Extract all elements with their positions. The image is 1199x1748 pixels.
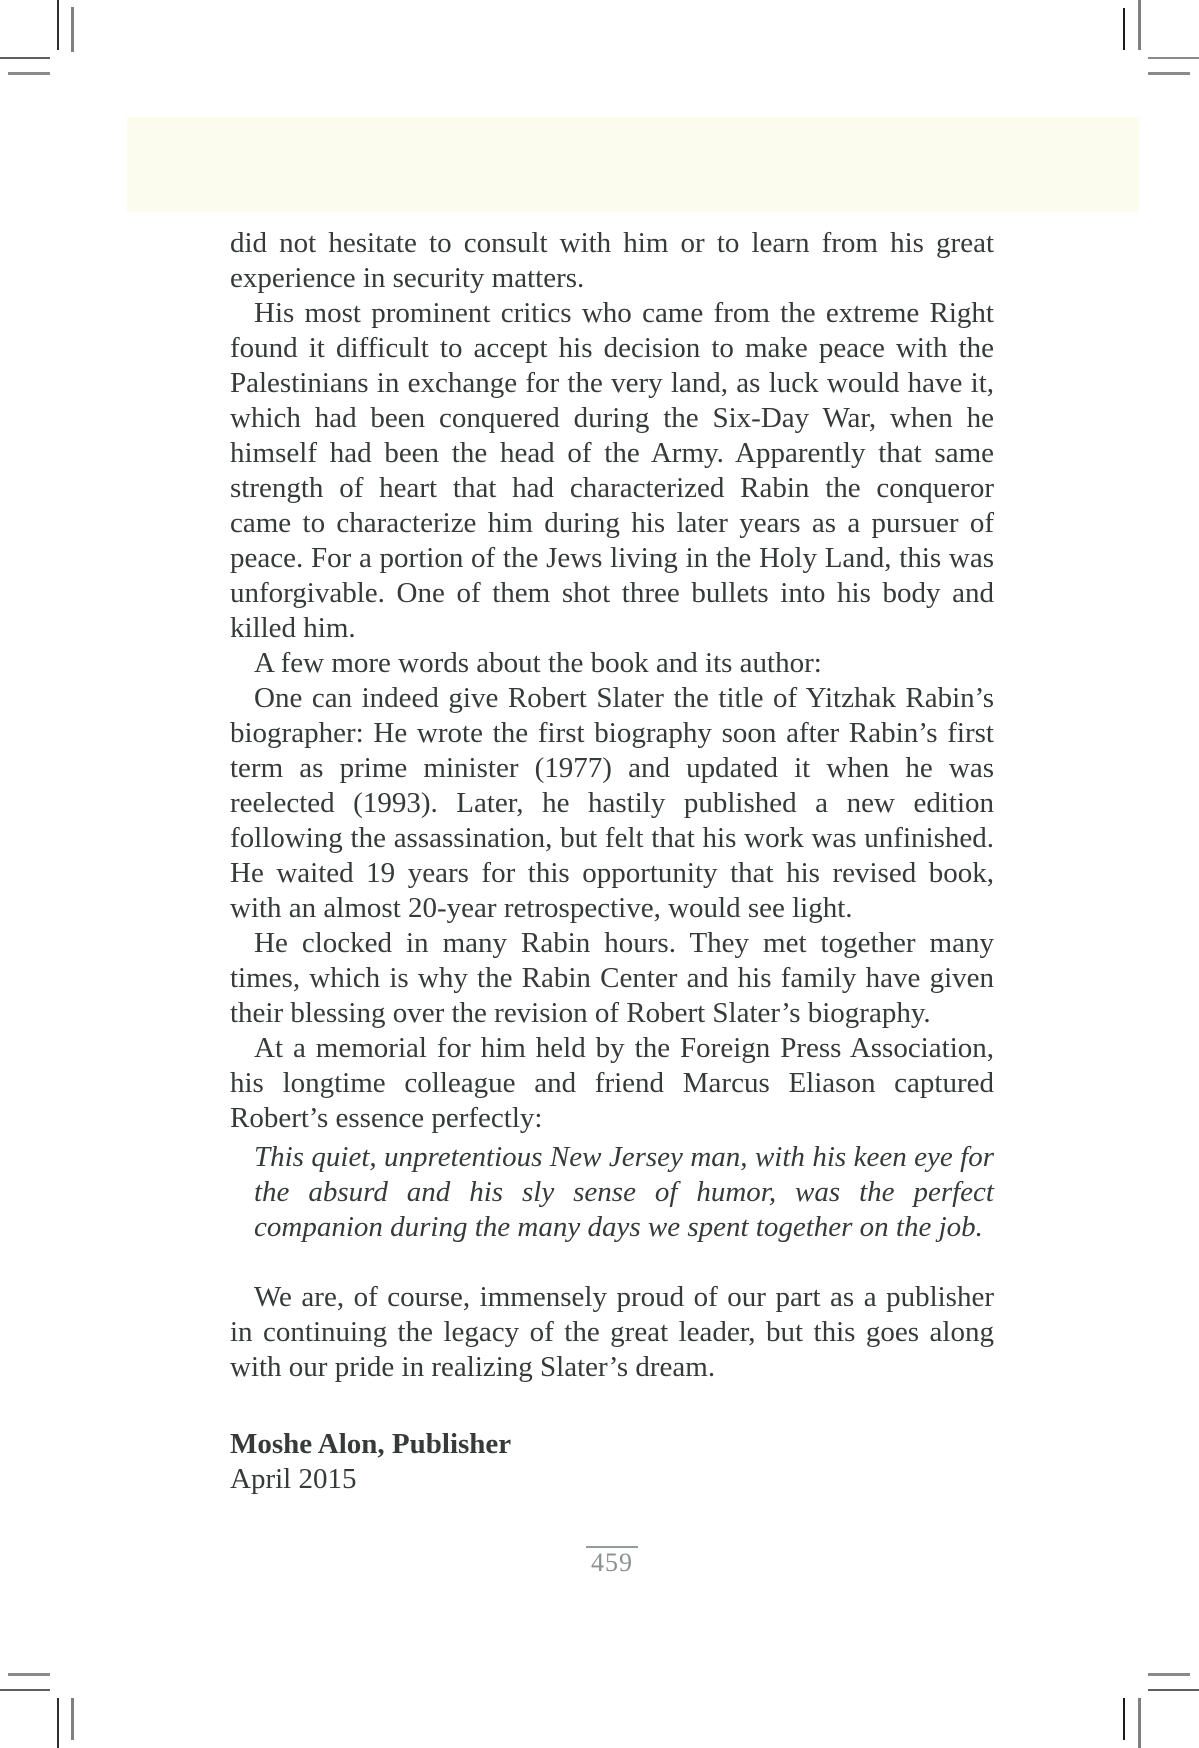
crop-mark-bottom-right-vertical-1 [1123,1698,1125,1740]
body-paragraph: At a memorial for him held by the Foreign Press Association, his longtime colleague and friend Marcus Eliason captured Robert’s essence perfectly: [230,1032,994,1134]
chapter-header-band [127,117,1139,212]
body-paragraph: did not hesitate to consult with him or to learn from his great experience in security matters. [230,227,994,294]
crop-mark-top-right-vertical-2 [1138,0,1141,50]
text-block [230,226,994,1497]
crop-mark-top-right-horizontal-2 [1148,72,1190,75]
signature-name: Moshe Alon, Publisher [230,1428,512,1460]
crop-mark-bottom-left-vertical-1 [57,1698,59,1748]
body-paragraph: A few more words about the book and its author: [254,647,822,679]
signature-block [230,1427,994,1497]
crop-mark-top-left-vertical-2 [71,7,74,52]
body-paragraphs [230,226,994,1385]
crop-mark-top-left-horizontal-2 [8,72,50,75]
page-footer [230,1546,994,1577]
body-paragraph: His most prominent critics who came from the extreme Right found it difficult to accept his decision to make peace with the Palestinians in exchange for the very land, as luck would have it, which had been conquered during the Six-Day War, when he himself had been the head of the Army. Apparently that same strength of heart that had characterized Rabin the conqueror came to characterize him during his later years as a pursuer of peace. For a portion of the Jews living in the Holy Land, this was unforgivable. One of them shot three bullets into his body and killed him. [230,297,994,644]
crop-mark-bottom-left-horizontal-2 [0,1689,50,1691]
crop-mark-bottom-left-horizontal-1 [8,1673,50,1676]
crop-mark-top-right-vertical-1 [1123,8,1125,50]
crop-mark-bottom-left-vertical-2 [71,1698,74,1740]
body-paragraph: He clocked in many Rabin hours. They met together many times, which is why the Rabin Center and his family have given their blessing over the revision of Robert Slater’s biography. [230,927,994,1029]
crop-mark-bottom-right-horizontal-2 [1148,1689,1199,1691]
crop-mark-bottom-right-vertical-2 [1138,1698,1141,1748]
body-paragraph: We are, of course, immensely proud of our part as a publisher in continuing the legacy of the great leader, but this goes along with our pride in realizing Slater’s dream. [230,1281,994,1383]
crop-mark-top-left-vertical-1 [57,0,59,50]
crop-mark-top-left-horizontal-1 [0,57,50,59]
crop-mark-bottom-right-horizontal-1 [1148,1673,1190,1676]
quote-paragraph: This quiet, unpretentious New Jersey man, with his keen eye for the absurd and his sly sense of humor, was the perfect companion during the many days we spent together on the job. [254,1141,994,1243]
signature-date: April 2015 [230,1463,357,1495]
crop-mark-top-right-horizontal-1 [1148,57,1199,59]
body-paragraph: One can indeed give Robert Slater the title of Yitzhak Rabin’s biographer: He wrote the first biography soon after Rabin’s first term as prime minister (1977) and updated it when he was reelected (1993). Later, he hastily published a new edition following the assassination, but felt that his work was unfinished. He waited 19 years for this opportunity that his revised book, with an almost 20-year retrospective, would see light. [230,682,994,924]
page-number: 459 [591,1548,633,1577]
